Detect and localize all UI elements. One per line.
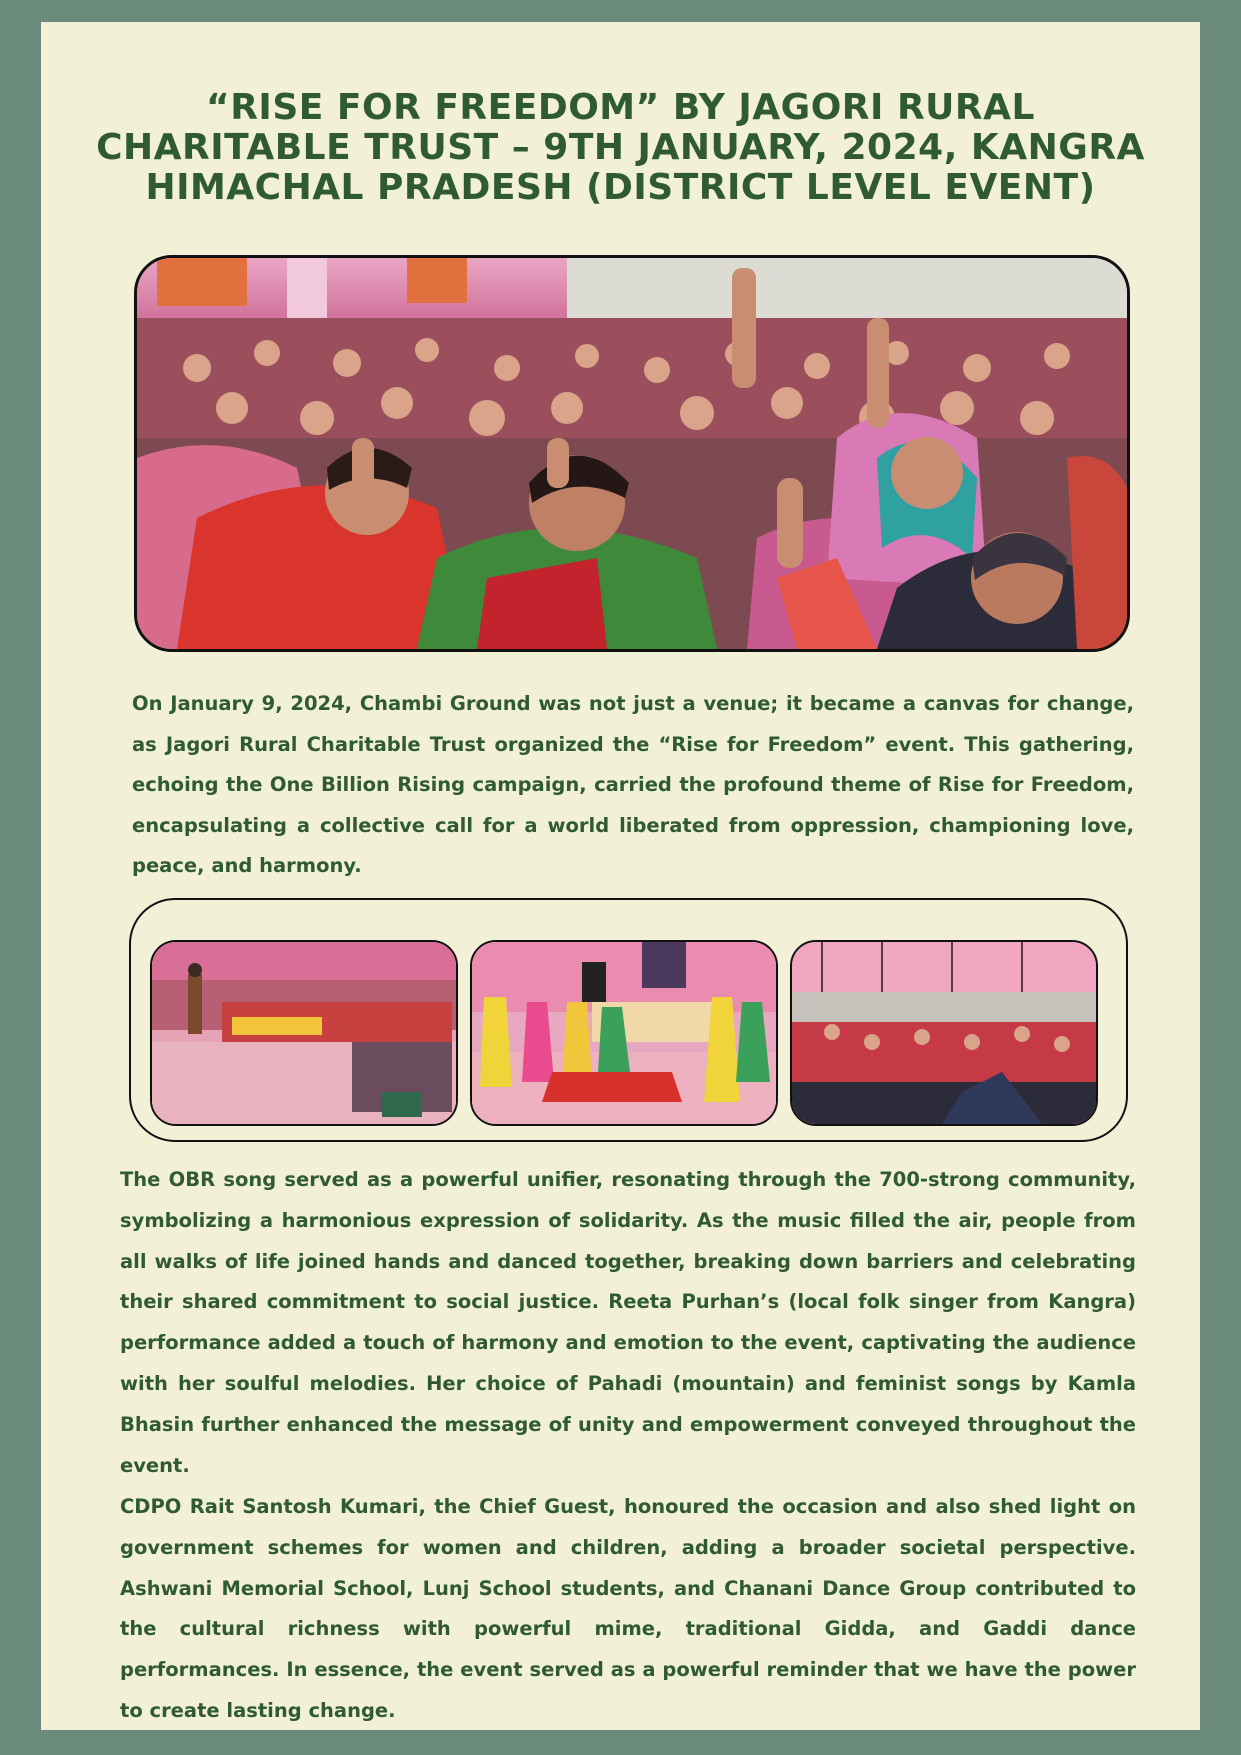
page-title: “RISE FOR FREEDOM” BY JAGORI RURAL CHARITABLE TRUST – 9TH JANUARY, 2024, KANGRA HIMACHAL PRADESH (DISTRICT LEVEL EVENT) <box>96 87 1145 208</box>
gallery-photo-dancing-crowd <box>790 940 1098 1126</box>
gallery-photo-seated-audience <box>150 940 458 1126</box>
intro-paragraph: On January 9, 2024, Chambi Ground was not just a venue; it became a canvas for change, as Jagori Rural Charitable Trust organized the “Rise for Freedom” event. This gathering, echoing the One Billion Rising campaign, carried the profound theme of Rise for Freedom, encapsulating a collective call for a world liberated from oppression, championing love, peace, and harmony. <box>132 692 1134 877</box>
photo-gallery <box>129 898 1128 1142</box>
document-page <box>41 22 1200 1730</box>
chief-guest-paragraph: CDPO Rait Santosh Kumari, the Chief Guest, honoured the occasion and also shed light on government schemes for women and children, adding a broader societal perspective. Ashwani Memorial School, Lunj School students, and Chanani Dance Group contributed to the cultural richness with powerful mime, traditional Gidda, and Gaddi dance performances. In essence, the event served as a powerful reminder that we have the power to create lasting change. <box>120 1495 1136 1722</box>
hero-photo-crowd <box>134 255 1130 652</box>
gallery-photo-gidda-dancers <box>470 940 778 1126</box>
obr-song-paragraph: The OBR song served as a powerful unifier, resonating through the 700-strong community, symbolizing a harmonious expression of solidarity. As the music filled the air, people from all walks of life joined hands and danced together, breaking down barriers and celebrating their shared commitment to social justice. Reeta Purhan’s (local folk singer from Kangra) performance added a touch of harmony and emotion to the event, captivating the audience with her soulful melodies. Her choice of Pahadi (mountain) and feminist songs by Kamla Bhasin further enhanced the message of unity and empowerment conveyed throughout the event. <box>120 1168 1136 1477</box>
